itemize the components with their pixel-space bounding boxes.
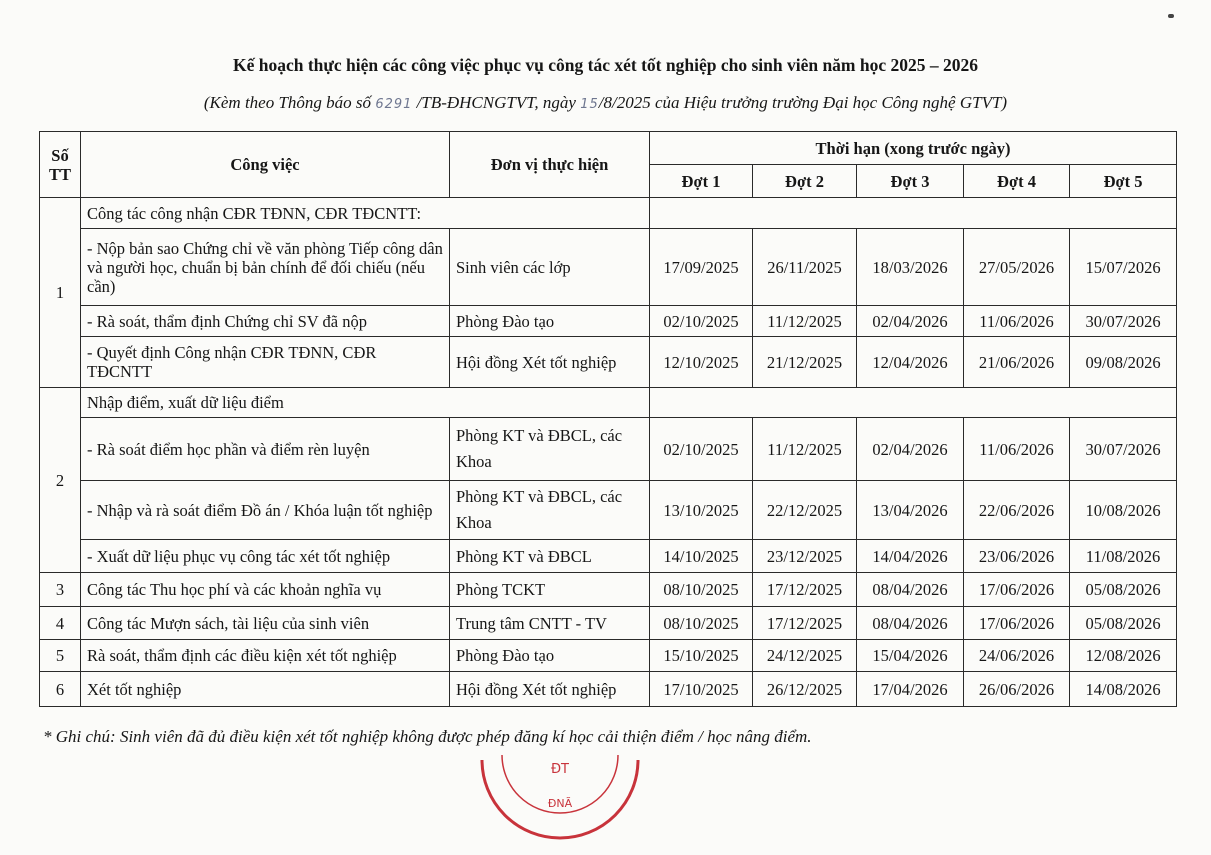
seal-text-top: ĐT xyxy=(550,762,570,777)
stt-cell: 6 xyxy=(40,672,81,707)
table-row xyxy=(40,540,1177,573)
header-round-3: Đợt 3 xyxy=(857,165,964,198)
date-cell: 23/06/2026 xyxy=(964,540,1070,573)
task-cell: - Xuất dữ liệu phục vụ công tác xét tốt nghiệp xyxy=(81,540,450,573)
date-cell: 14/04/2026 xyxy=(857,540,964,573)
date-cell: 21/12/2025 xyxy=(753,337,857,388)
unit-cell: Phòng KT và ĐBCL, các Khoa xyxy=(450,481,650,540)
header-stt: Số TT xyxy=(40,132,81,198)
notice-number: 6291 xyxy=(375,97,413,112)
date-cell: 14/10/2025 xyxy=(650,540,753,573)
date-cell: 11/12/2025 xyxy=(753,418,857,481)
stt-cell: 5 xyxy=(40,640,81,672)
group-title-row xyxy=(40,198,1177,229)
date-cell: 26/06/2026 xyxy=(964,672,1070,707)
date-cell: 27/05/2026 xyxy=(964,229,1070,306)
date-cell: 12/04/2026 xyxy=(857,337,964,388)
unit-cell: Hội đồng Xét tốt nghiệp xyxy=(450,337,650,388)
task-cell: Công tác Mượn sách, tài liệu của sinh viên xyxy=(81,607,450,640)
document-subtitle xyxy=(0,93,1211,113)
table-row xyxy=(40,481,1177,540)
date-cell: 17/09/2025 xyxy=(650,229,753,306)
date-cell: 11/06/2026 xyxy=(964,306,1070,337)
unit-cell: Phòng Đào tạo xyxy=(450,306,650,337)
task-cell: - Rà soát điểm học phần và điểm rèn luyện xyxy=(81,418,450,481)
date-cell: 22/12/2025 xyxy=(753,481,857,540)
stt-cell: 2 xyxy=(40,388,81,573)
stt-cell: 1 xyxy=(40,198,81,388)
subtitle-mid: /TB-ĐHCNGTVT, ngày xyxy=(412,93,581,112)
date-cell: 17/06/2026 xyxy=(964,607,1070,640)
date-cell: 02/04/2026 xyxy=(857,306,964,337)
date-cell: 24/12/2025 xyxy=(753,640,857,672)
table-row xyxy=(40,672,1177,707)
table-row xyxy=(40,229,1177,306)
unit-cell: Phòng Đào tạo xyxy=(450,640,650,672)
header-round-2: Đợt 2 xyxy=(753,165,857,198)
date-cell: 26/12/2025 xyxy=(753,672,857,707)
table-row xyxy=(40,418,1177,481)
date-cell: 02/10/2025 xyxy=(650,418,753,481)
date-cell: 05/08/2026 xyxy=(1070,573,1177,607)
date-cell: 15/04/2026 xyxy=(857,640,964,672)
task-cell: Công tác Thu học phí và các khoản nghĩa vụ xyxy=(81,573,450,607)
official-seal xyxy=(470,735,650,855)
date-cell: 08/04/2026 xyxy=(857,607,964,640)
date-cell: 15/10/2025 xyxy=(650,640,753,672)
task-cell: - Rà soát, thẩm định Chứng chỉ SV đã nộp xyxy=(81,306,450,337)
date-cell: 11/12/2025 xyxy=(753,306,857,337)
subtitle-suffix: /8/2025 của Hiệu trưởng trường Đại học Công nghệ GTVT) xyxy=(598,93,1008,112)
date-cell: 24/06/2026 xyxy=(964,640,1070,672)
date-cell: 18/03/2026 xyxy=(857,229,964,306)
seal-text-bottom: ĐNÃ xyxy=(547,797,573,810)
group-title-row xyxy=(40,388,1177,418)
unit-cell: Sinh viên các lớp xyxy=(450,229,650,306)
notice-day: 15 xyxy=(580,97,599,112)
date-cell: 11/06/2026 xyxy=(964,418,1070,481)
date-cell: 10/08/2026 xyxy=(1070,481,1177,540)
subtitle-prefix: (Kèm theo Thông báo số xyxy=(203,93,376,112)
header-round-5: Đợt 5 xyxy=(1070,165,1177,198)
unit-cell: Phòng KT và ĐBCL, các Khoa xyxy=(450,418,650,481)
header-task: Công việc xyxy=(81,132,450,198)
date-cell: 30/07/2026 xyxy=(1070,418,1177,481)
date-cell: 30/07/2026 xyxy=(1070,306,1177,337)
table-row xyxy=(40,640,1177,672)
date-cell: 17/04/2026 xyxy=(857,672,964,707)
date-cell: 09/08/2026 xyxy=(1070,337,1177,388)
date-cell: 08/10/2025 xyxy=(650,607,753,640)
table-row xyxy=(40,607,1177,640)
task-cell: - Quyết định Công nhận CĐR TĐNN, CĐR TĐCNTT xyxy=(81,337,450,388)
date-cell: 12/10/2025 xyxy=(650,337,753,388)
table-row xyxy=(40,337,1177,388)
date-cell: 08/04/2026 xyxy=(857,573,964,607)
date-cell: 15/07/2026 xyxy=(1070,229,1177,306)
unit-cell: Phòng TCKT xyxy=(450,573,650,607)
task-cell: - Nộp bản sao Chứng chỉ về văn phòng Tiếp công dân và người học, chuẩn bị bản chính để đối chiếu (nếu cần) xyxy=(81,229,450,306)
date-cell: 11/08/2026 xyxy=(1070,540,1177,573)
date-cell: 02/10/2025 xyxy=(650,306,753,337)
date-cell: 22/06/2026 xyxy=(964,481,1070,540)
date-cell: 17/12/2025 xyxy=(753,607,857,640)
date-cell: 02/04/2026 xyxy=(857,418,964,481)
stt-cell: 4 xyxy=(40,607,81,640)
document-title: Kế hoạch thực hiện các công việc phục vụ công tác xét tốt nghiệp cho sinh viên năm học 2025 – 2026 xyxy=(232,55,979,75)
date-cell: 05/08/2026 xyxy=(1070,607,1177,640)
date-cell: 17/12/2025 xyxy=(753,573,857,607)
date-cell: 14/08/2026 xyxy=(1070,672,1177,707)
date-cell: 17/06/2026 xyxy=(964,573,1070,607)
task-cell: Xét tốt nghiệp xyxy=(81,672,450,707)
header-round-1: Đợt 1 xyxy=(650,165,753,198)
date-cell: 23/12/2025 xyxy=(753,540,857,573)
date-cell: 17/10/2025 xyxy=(650,672,753,707)
group-title: Nhập điểm, xuất dữ liệu điểm xyxy=(81,388,650,418)
table-row xyxy=(40,306,1177,337)
graduation-plan-table xyxy=(39,131,1177,707)
date-cell: 08/10/2025 xyxy=(650,573,753,607)
unit-cell: Trung tâm CNTT - TV xyxy=(450,607,650,640)
group-title: Công tác công nhận CĐR TĐNN, CĐR TĐCNTT: xyxy=(81,198,650,229)
unit-cell: Phòng KT và ĐBCL xyxy=(450,540,650,573)
stt-cell: 3 xyxy=(40,573,81,607)
header-deadline: Thời hạn (xong trước ngày) xyxy=(650,132,1177,165)
date-cell: 13/04/2026 xyxy=(857,481,964,540)
date-cell: 12/08/2026 xyxy=(1070,640,1177,672)
date-cell: 13/10/2025 xyxy=(650,481,753,540)
task-cell: - Nhập và rà soát điểm Đồ án / Khóa luận tốt nghiệp xyxy=(81,481,450,540)
footnote: * Ghi chú: Sinh viên đã đủ điều kiện xét tốt nghiệp không được phép đăng kí học cải thiện điểm / học nâng điểm. xyxy=(43,727,812,746)
date-cell: 21/06/2026 xyxy=(964,337,1070,388)
header-unit: Đơn vị thực hiện xyxy=(450,132,650,198)
date-cell: 26/11/2025 xyxy=(753,229,857,306)
unit-cell: Hội đồng Xét tốt nghiệp xyxy=(450,672,650,707)
header-round-4: Đợt 4 xyxy=(964,165,1070,198)
table-row xyxy=(40,573,1177,607)
task-cell: Rà soát, thẩm định các điều kiện xét tốt nghiệp xyxy=(81,640,450,672)
paper-speck xyxy=(1168,14,1174,18)
